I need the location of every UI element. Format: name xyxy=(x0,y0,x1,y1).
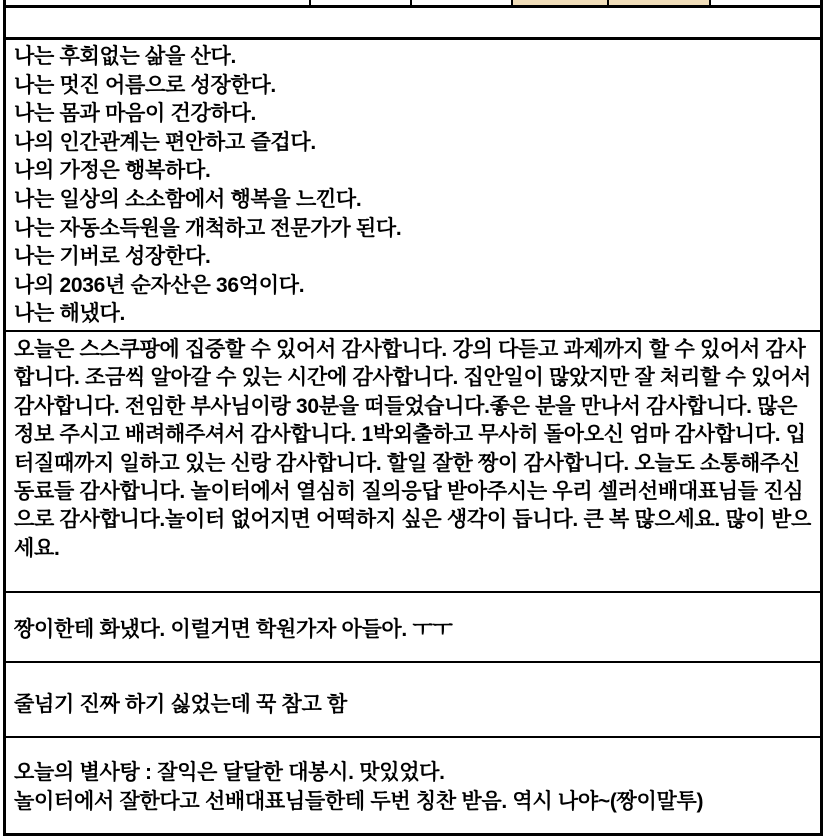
gratitude-paragraph: 오늘은 스스쿠팡에 집중할 수 있어서 감사합니다. 강의 다듣고 과제까지 할 수 있어서 감사합니다. 조금씩 알아갈 수 있는 시간에 감사합니다. 집안일이 많았지만 잘 처리할 수 있어서 감사합니다. 전임한 부사님이랑 30분을 떠들었습니다.좋은 분을 만나서 감사합니다. 많은 정보 주시고 배려해주셔서 감사합니다. 1박외출하고 무사히 돌아오신 엄마 감사합니다. 입터질때까지 일하고 있는 신랑 감사합니다. 할일 잘한 짱이 감사합니다. 오늘도 소통해주신 동료들 감사합니다. 놀이터에서 열심히 질의응답 받아주시는 우리 셀러선배대표님들 진심으로 감사합니다.놀이터 없어지면 어떡하지 싶은 생각이 듭니다. 큰 복 많으세요. 많이 받으세요. xyxy=(14,337,811,560)
gratitude-journal-cell xyxy=(6,332,820,593)
affirmation-line: 나는 멋진 어름으로 성장한다. xyxy=(14,73,276,97)
affirmation-line: 나의 가정은 행복하다. xyxy=(14,159,211,183)
affirmation-line: 나의 인간관계는 편안하고 즐겁다. xyxy=(14,130,316,154)
affirmation-line: 나는 자동소득원을 개척하고 전문가가 된다. xyxy=(14,216,402,240)
diary-table xyxy=(3,0,823,836)
header-cell-5-highlighted xyxy=(609,0,711,5)
affirmation-line: 나는 해냈다. xyxy=(14,302,125,326)
table-header-partial-row xyxy=(6,0,820,8)
note-jumprope-text: 줄넘기 진짜 하기 싫었는데 꾹 참고 함 xyxy=(14,693,347,717)
note-angry-text: 짱이한테 화냈다. 이럴거면 학원가자 아들아. ㅜㅜ xyxy=(14,618,453,642)
affirmation-line: 나는 후회없는 삶을 산다. xyxy=(14,45,236,68)
affirmations-cell xyxy=(6,40,820,332)
header-cell-2 xyxy=(311,0,412,5)
note-star-candy-cell xyxy=(6,738,820,833)
header-cell-6 xyxy=(711,0,820,5)
affirmation-line: 나는 일상의 소소함에서 행복을 느낀다. xyxy=(14,187,362,211)
note-jumprope-cell xyxy=(6,663,820,738)
empty-spacer-row xyxy=(6,8,820,40)
star-candy-line-1: 오늘의 별사탕 : 잘익은 달달한 대봉시. 맛있었다. xyxy=(14,761,445,785)
affirmation-line: 나는 몸과 마음이 건강하다. xyxy=(14,102,256,126)
header-cell-1 xyxy=(6,0,311,5)
affirmation-line: 나는 기버로 성장한다. xyxy=(14,245,211,269)
star-candy-line-2: 놀이터에서 잘한다고 선배대표님들한테 두번 칭찬 받음. 역시 나야~(짱이말투) xyxy=(14,789,704,813)
affirmation-line: 나의 2036년 순자산은 36억이다. xyxy=(14,273,305,297)
header-cell-3 xyxy=(412,0,513,5)
header-cell-4-highlighted xyxy=(513,0,609,5)
note-angry-cell xyxy=(6,593,820,663)
